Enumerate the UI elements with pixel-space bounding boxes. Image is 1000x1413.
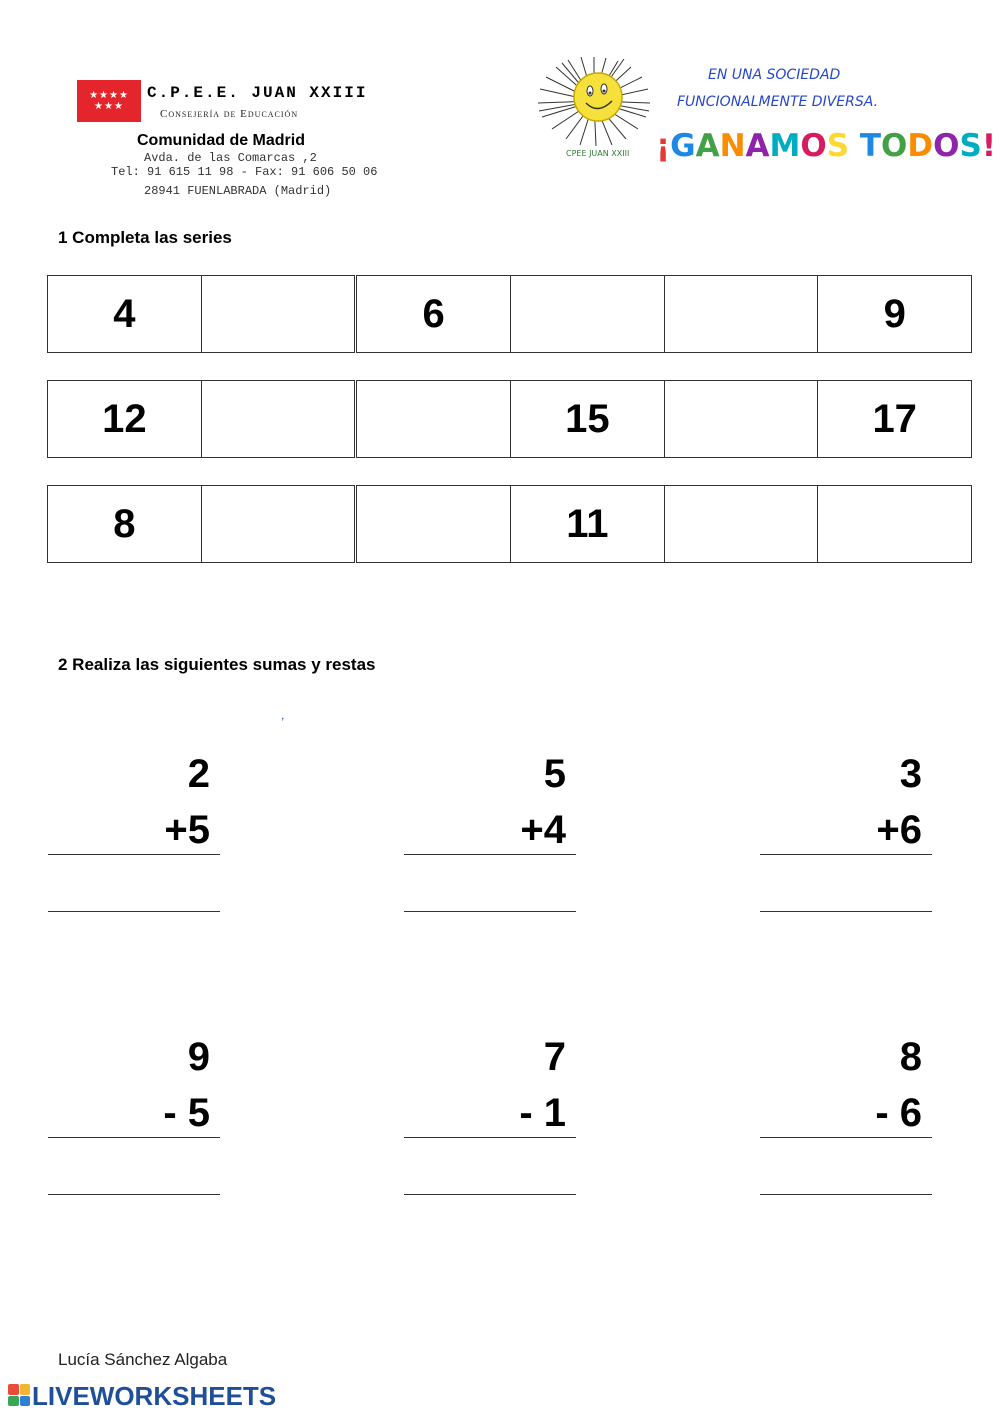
operation-rule [404, 854, 576, 855]
answer-line[interactable] [760, 911, 932, 912]
operation-rule [48, 1137, 220, 1138]
slogan-letter: A [695, 128, 720, 164]
operand-bottom: - 5 [163, 1091, 210, 1135]
comunidad-label: Comunidad de Madrid [137, 132, 305, 149]
logo-square [8, 1396, 19, 1407]
slogan-letter: S [959, 128, 982, 164]
logo-square [8, 1384, 19, 1395]
slogan-line-2: FUNCIONALMENTE DIVERSA. [677, 94, 879, 110]
sun-logo-icon [536, 55, 651, 147]
consejeria-label: Consejería de Educación [160, 108, 299, 120]
series-cell: 6 [356, 275, 511, 353]
operand-top: 2 [187, 752, 210, 796]
stray-mark: , [281, 708, 285, 722]
operation-rule [760, 854, 932, 855]
series-row-2 [47, 380, 972, 458]
liveworksheets-brand: LIVEWORKSHEETS [32, 1381, 277, 1411]
slogan-letter: M [769, 128, 801, 164]
series-cell: 15 [510, 380, 665, 458]
address-city: 28941 FUENLABRADA (Madrid) [144, 184, 332, 198]
series-answer-cell[interactable] [664, 485, 819, 563]
flag-stars-bottom: ★★★ [94, 101, 124, 112]
series-answer-cell[interactable] [664, 275, 819, 353]
slogan-letter: G [670, 128, 696, 164]
answer-line[interactable] [48, 911, 220, 912]
operand-top: 3 [899, 752, 922, 796]
answer-line[interactable] [48, 1194, 220, 1195]
operand-bottom: - 1 [519, 1091, 566, 1135]
liveworksheets-logo-icon [8, 1384, 30, 1406]
slogan-letter: O [881, 128, 908, 164]
author-name: Lucía Sánchez Algaba [58, 1350, 228, 1369]
operand-top: 5 [543, 752, 566, 796]
address-phone: Tel: 91 615 11 98 - Fax: 91 606 50 06 [111, 165, 378, 179]
slogan-line-1: EN UNA SOCIEDAD [708, 67, 841, 83]
slogan-letter [849, 128, 860, 164]
answer-line[interactable] [404, 911, 576, 912]
slogan-letter: O [933, 128, 960, 164]
operation-rule [760, 1137, 932, 1138]
slogan-letter: A [745, 128, 770, 164]
series-answer-cell[interactable] [510, 275, 665, 353]
series-answer-cell[interactable] [201, 380, 356, 458]
slogan-letter: O [800, 128, 827, 164]
slogan-letter: D [907, 128, 934, 164]
answer-line[interactable] [404, 1194, 576, 1195]
series-answer-cell[interactable] [356, 485, 511, 563]
slogan-letter: T [859, 128, 882, 164]
operand-bottom: - 6 [875, 1091, 922, 1135]
operand-bottom: +6 [876, 808, 922, 852]
slogan-ganamos-todos [656, 128, 996, 164]
series-cell: 4 [47, 275, 202, 353]
series-answer-cell[interactable] [201, 275, 356, 353]
answer-line[interactable] [760, 1194, 932, 1195]
series-cell: 17 [817, 380, 972, 458]
logo-caption: CPEE JUAN XXIII [566, 149, 630, 158]
series-cell: 12 [47, 380, 202, 458]
operand-top: 8 [899, 1035, 922, 1079]
operation-rule [48, 854, 220, 855]
logo-square [20, 1384, 31, 1395]
series-row-1 [47, 275, 972, 353]
exercise-1-title: 1 Completa las series [58, 228, 232, 247]
operand-bottom: +5 [164, 808, 210, 852]
operation-rule [404, 1137, 576, 1138]
series-cell: 9 [817, 275, 972, 353]
operand-top: 7 [543, 1035, 566, 1079]
series-answer-cell[interactable] [664, 380, 819, 458]
operand-bottom: +4 [520, 808, 566, 852]
address-street: Avda. de las Comarcas ,2 [144, 151, 317, 165]
slogan-letter: S [826, 128, 850, 164]
school-name: C.P.E.E. JUAN XXIII [147, 84, 368, 102]
series-answer-cell[interactable] [356, 380, 511, 458]
slogan-letter: ¡ [656, 128, 671, 164]
flag-stars-top: ★★★★ [89, 90, 129, 101]
comunidad-madrid-flag [77, 80, 141, 122]
logo-square [20, 1396, 31, 1407]
series-answer-cell[interactable] [201, 485, 356, 563]
series-cell: 8 [47, 485, 202, 563]
series-answer-cell[interactable] [817, 485, 972, 563]
exercise-2-title: 2 Realiza las siguientes sumas y restas [58, 655, 376, 674]
series-cell: 11 [510, 485, 665, 563]
slogan-letter: N [719, 128, 746, 164]
series-row-3 [47, 485, 972, 563]
operand-top: 9 [187, 1035, 210, 1079]
slogan-letter: ! [981, 128, 996, 164]
